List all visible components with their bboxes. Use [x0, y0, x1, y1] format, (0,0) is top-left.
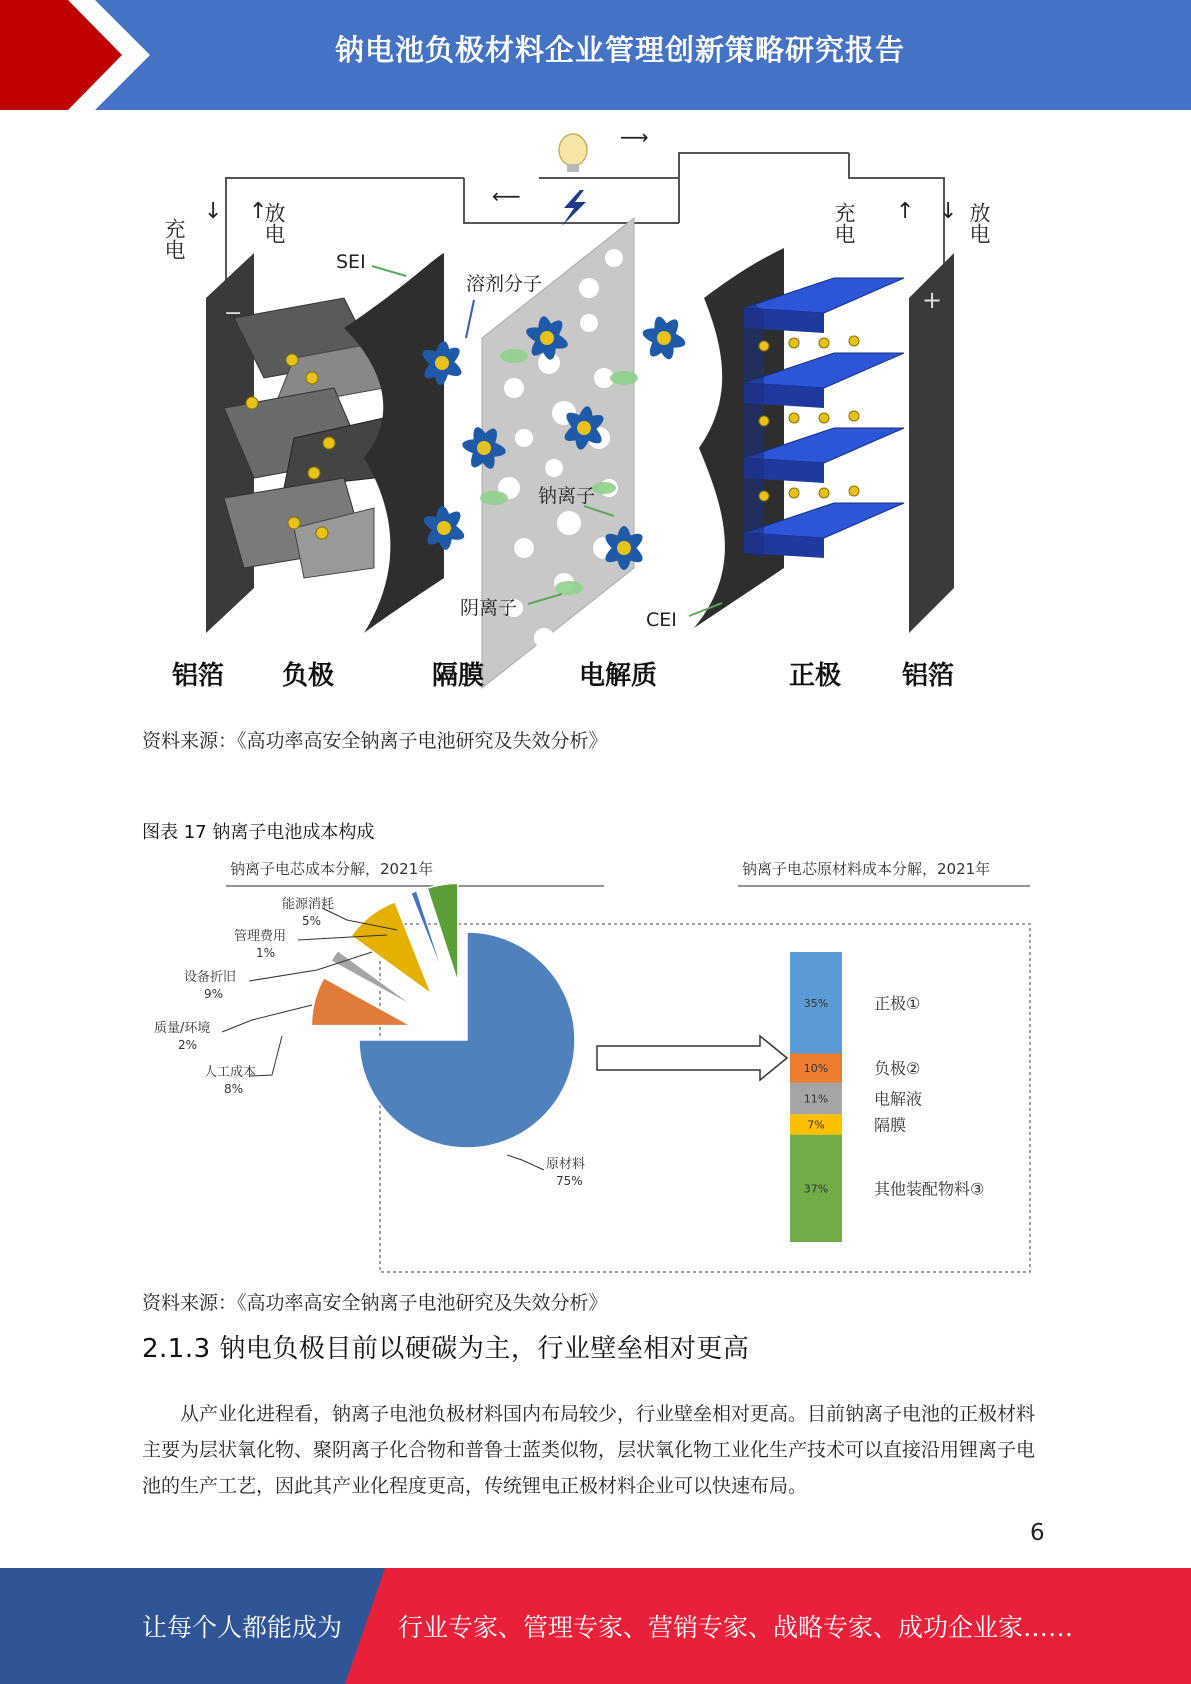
svg-text:↑: ↑	[249, 199, 268, 224]
svg-text:CEI: CEI	[646, 609, 677, 631]
svg-text:SEI: SEI	[336, 251, 366, 273]
svg-text:+: +	[922, 286, 943, 314]
light-bulb-icon	[559, 134, 587, 172]
stacked-bar-chart	[790, 952, 984, 1242]
figure1-source: 资料来源：《高功率高安全钠离子电池研究及失效分析》	[142, 730, 608, 752]
svg-text:钠离子: 钠离子	[538, 485, 596, 507]
page-number: 6	[1030, 1520, 1045, 1546]
bar-label-4: 其他装配物料③	[874, 1179, 985, 1199]
header-chevron-decoration	[0, 0, 150, 110]
bar-pct-3: 7%	[807, 1118, 825, 1132]
svg-text:铝箔: 铝箔	[172, 661, 225, 691]
battery-structure-diagram	[144, 128, 1030, 700]
bar-label-1: 负极②	[874, 1059, 921, 1078]
figure2-caption: 图表 17 钠离子电池成本构成	[142, 822, 375, 843]
pie-pct-raw-material: 75%	[556, 1174, 583, 1188]
report-title: 钠电池负极材料企业管理创新策略研究报告	[334, 33, 905, 67]
svg-text:↑: ↑	[896, 199, 915, 224]
pie-pct-energy: 5%	[302, 914, 322, 928]
pie-label-labor: 人工成本	[204, 1065, 257, 1080]
pie-pct-labor: 8%	[224, 1082, 244, 1096]
svg-text:放电: 放电	[262, 202, 286, 244]
pie-label-energy: 能源消耗	[282, 897, 335, 912]
page-header	[0, 0, 1191, 110]
bar-pct-4: 37%	[803, 1182, 829, 1196]
bar-label-0: 正极①	[874, 993, 921, 1013]
svg-text:铝箔: 铝箔	[902, 661, 955, 691]
pie-pct-management: 1%	[256, 946, 276, 960]
pie-chart-title: 钠离子电芯成本分解，2021年	[230, 860, 434, 878]
svg-text:放电: 放电	[967, 202, 991, 244]
pie-slice-1	[311, 978, 410, 1026]
bar-label-3: 隔膜	[874, 1115, 907, 1135]
svg-text:↓: ↓	[939, 199, 958, 224]
svg-text:正极: 正极	[789, 661, 842, 691]
paragraph-text: 从产业化进程看，钠离子电池负极材料国内布局较少，行业壁垒相对更高。目前钠离子电池的正极材料主要为层状氧化物、聚阴离子化合物和普鲁士蓝类似物，层状氧化物工业化生产技术可以直接沿用锂离子电池的生产工艺，因此其产业化程度更高，传统锂电正极材料企业可以快速布局。	[142, 1403, 1036, 1497]
page-footer	[0, 1568, 1191, 1684]
svg-text:溶剂分子: 溶剂分子	[466, 273, 543, 295]
pie-label-depreciation: 设备折旧	[184, 970, 237, 985]
bar-label-2: 电解液	[874, 1089, 923, 1109]
arrow-right-icon	[597, 1036, 787, 1080]
svg-text:电解质: 电解质	[579, 661, 658, 691]
svg-text:⟶: ⟶	[620, 128, 649, 149]
bar-chart-title: 钠离子电芯原材料成本分解，2021年	[742, 860, 991, 878]
svg-text:−: −	[224, 301, 243, 326]
section-heading: 2.1.3 钠电负极目前以硬碳为主，行业壁垒相对更高	[142, 1334, 750, 1364]
cost-structure-chart	[142, 850, 1042, 1280]
pie-label-raw-material: 原材料	[546, 1157, 586, 1172]
figure2-source: 资料来源：《高功率高安全钠离子电池研究及失效分析》	[142, 1292, 608, 1314]
svg-text:负极: 负极	[282, 661, 335, 691]
lightning-icon	[562, 190, 586, 226]
pie-label-quality: 质量/环境	[154, 1021, 211, 1036]
pie-label-management: 管理费用	[234, 929, 287, 944]
footer-slogan-right: 行业专家、管理专家、营销专家、战略专家、成功企业家……	[398, 1613, 1074, 1642]
svg-text:充电: 充电	[162, 218, 186, 260]
pie-chart	[311, 883, 575, 1148]
svg-text:充电: 充电	[832, 202, 856, 244]
section-paragraph	[142, 1396, 1052, 1504]
pie-slice-5	[427, 883, 458, 982]
pie-pct-quality: 2%	[178, 1038, 198, 1052]
bar-pct-0: 35%	[803, 996, 829, 1010]
bar-pct-1: 10%	[803, 1062, 829, 1075]
pie-pct-depreciation: 9%	[204, 987, 224, 1001]
footer-slogan-left: 让每个人都能成为	[142, 1613, 343, 1642]
svg-text:⟵: ⟵	[492, 184, 521, 208]
svg-text:↓: ↓	[204, 199, 223, 224]
svg-text:隔膜: 隔膜	[432, 661, 485, 691]
svg-text:阴离子: 阴离子	[460, 597, 518, 619]
bar-pct-2: 11%	[803, 1092, 829, 1106]
